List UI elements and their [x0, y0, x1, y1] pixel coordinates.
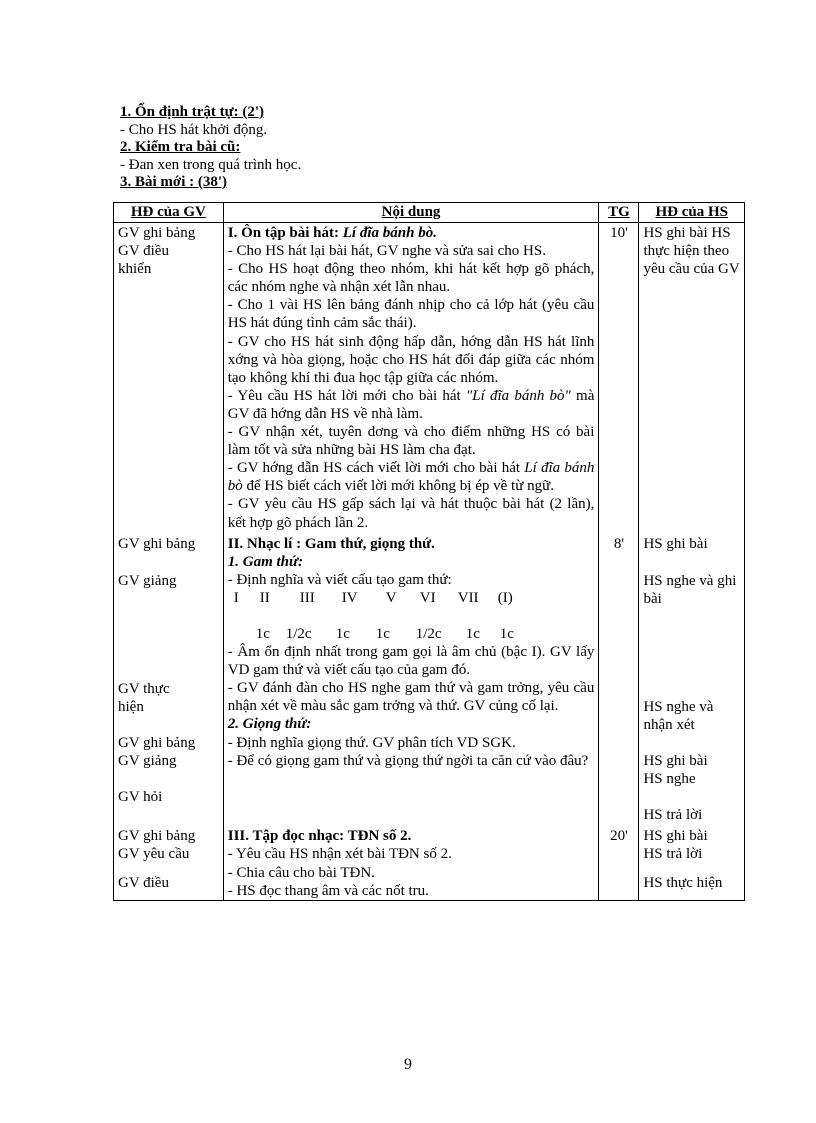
content-paragraph: - Định nghĩa giọng thứ. GV phân tích VD SGK. — [227, 734, 516, 751]
hs-cell: HS ghi bài HS thực hiện theo yêu cầu của GV — [639, 223, 745, 532]
content-paragraph: - Định nghĩa và viết cấu tạo gam thứ: — [227, 571, 452, 588]
content-paragraph: - Yêu cầu HS hát lời mới cho bài hát "Lí đĩa bánh bò" mà GV đã hớng dẫn HS về nhà làm. — [227, 387, 595, 422]
hs-cell — [639, 532, 745, 825]
header-hs: HĐ của HS — [639, 203, 745, 223]
hs-activity: HS trả lời — [643, 846, 703, 863]
gv-activity: GV hỏi — [118, 789, 163, 806]
gv-activity: GV thực hiện — [118, 680, 170, 715]
section-2-text: - Đan xen trong quá trình học. — [120, 156, 302, 173]
section-title: II. Nhạc lí : Gam thứ, giọng thứ. — [227, 535, 435, 552]
hs-activity: HS thực hiện — [643, 874, 723, 891]
subsection-title: 1. Gam thứ: — [227, 553, 303, 570]
scale-degrees: I II III IV V VI VII (I) — [233, 589, 513, 606]
section-3-heading: 3. Bài mới : (38') — [120, 174, 228, 190]
gv-activity: GV ghi bảng — [118, 225, 196, 241]
header-tg: TG — [599, 203, 639, 223]
content-cell — [223, 223, 599, 532]
content-cell — [223, 532, 599, 825]
hs-activity: HS ghi bài — [643, 828, 708, 845]
gv-activity: GV giảng — [118, 753, 177, 770]
content-paragraph: - GV yêu cầu HS gấp sách lại và hát thuộc bài hát (2 lần), kết hợp gõ phách lần 2. — [227, 496, 595, 531]
gv-cell — [114, 824, 224, 900]
hs-activity: HS ghi bài — [643, 753, 708, 770]
table-row — [114, 223, 745, 532]
page-number: 9 — [404, 1056, 412, 1073]
content-paragraph: - Cho HS hoạt động theo nhóm, khi hát kết hợp gõ phách, các nhóm nghe và nhận xét lẫn nhau. — [227, 261, 595, 296]
content-paragraph: - GV cho HS hát sinh động hấp dẫn, hớng dẫn HS hát lĩnh xớng và hòa giọng, hoặc cho HS hát đối đáp giữa các nhóm tạo không khí thi đua học tập giữa các nhóm. — [227, 333, 595, 386]
content-paragraph: - Cho 1 vài HS lên bảng đánh nhịp cho cả lớp hát (yêu cầu HS hát đúng tình cảm sắc thái). — [227, 297, 595, 332]
hs-activity: HS nghe và ghi bài — [643, 572, 737, 607]
table-header-row — [114, 203, 745, 223]
header-gv: HĐ của GV — [114, 203, 224, 223]
gv-activity: GV yêu cầu — [118, 846, 190, 863]
hs-cell — [639, 824, 745, 900]
tg-cell: 10' — [599, 223, 639, 532]
lesson-header — [120, 104, 760, 192]
content-paragraph: - GV đánh đàn cho HS nghe gam thứ và gam trởng, yêu cầu nhận xét về màu sắc gam trởng và thứ. GV củng cố lại. — [227, 680, 595, 715]
content-paragraph: - HS đọc thang âm và các nốt tru. — [227, 882, 429, 899]
section-title: III. Tập đọc nhạc: TĐN số 2. — [227, 828, 412, 845]
gv-activity: GV điều khiển — [118, 243, 169, 278]
gv-activity: GV ghi bảng — [118, 734, 196, 751]
content-paragraph: - GV hớng dẫn HS cách viết lời mới cho bài hát Lí đĩa bánh bò để HS biết cách viết lời mới không bị ép về từ ngữ. — [227, 460, 595, 495]
scale-intervals: 1c 1/2c 1c 1c 1/2c 1c 1c — [255, 625, 514, 642]
content-paragraph: - Cho HS hát lại bài hát, GV nghe và sửa sai cho HS. — [227, 243, 546, 260]
lesson-table — [113, 202, 745, 901]
gv-activity: GV ghi bảng — [118, 828, 196, 845]
subsection-title: 2. Giọng thứ: — [227, 716, 312, 733]
gv-cell — [114, 532, 224, 825]
section-2-heading: 2. Kiểm tra bài cũ: — [120, 139, 241, 155]
section-title: I. Ôn tập bài hát: Lí đĩa bánh bò. — [227, 225, 437, 241]
table-row — [114, 824, 745, 900]
section-1-heading: 1. Ổn định trật tự: (2') — [120, 104, 265, 120]
gv-activity: GV ghi bảng — [118, 535, 196, 552]
content-paragraph: - Yêu cầu HS nhận xét bài TĐN số 2. — [227, 846, 452, 863]
hs-activity: HS nghe — [643, 771, 696, 788]
section-1-text: - Cho HS hát khởi động. — [120, 121, 268, 138]
gv-activity: GV giảng — [118, 572, 177, 589]
tg-cell: 8' — [599, 532, 639, 825]
content-paragraph: - Âm ổn định nhất trong gam gọi là âm chủ (bậc I). GV lấy VD gam thứ và viết cấu tạo của gam đó. — [227, 644, 595, 679]
header-content: Nội dung — [223, 203, 599, 223]
content-paragraph: - GV nhận xét, tuyên dơng và cho điểm những HS có bài làm tốt và sửa những bài HS làm cha đạt. — [227, 424, 595, 459]
gv-cell — [114, 223, 224, 532]
hs-activity: HS trả lời — [643, 807, 703, 824]
content-paragraph: - Chia câu cho bài TĐN. — [227, 864, 375, 881]
tg-cell: 20' — [599, 824, 639, 900]
hs-activity: HS ghi bài — [643, 535, 708, 552]
content-paragraph: - Để có giọng gam thứ và giọng thứ ngời ta căn cứ vào đâu? — [227, 752, 589, 769]
gv-activity: GV điều — [118, 874, 169, 891]
content-cell — [223, 824, 599, 900]
hs-activity: HS nghe và nhận xét — [643, 698, 714, 733]
table-row — [114, 532, 745, 825]
